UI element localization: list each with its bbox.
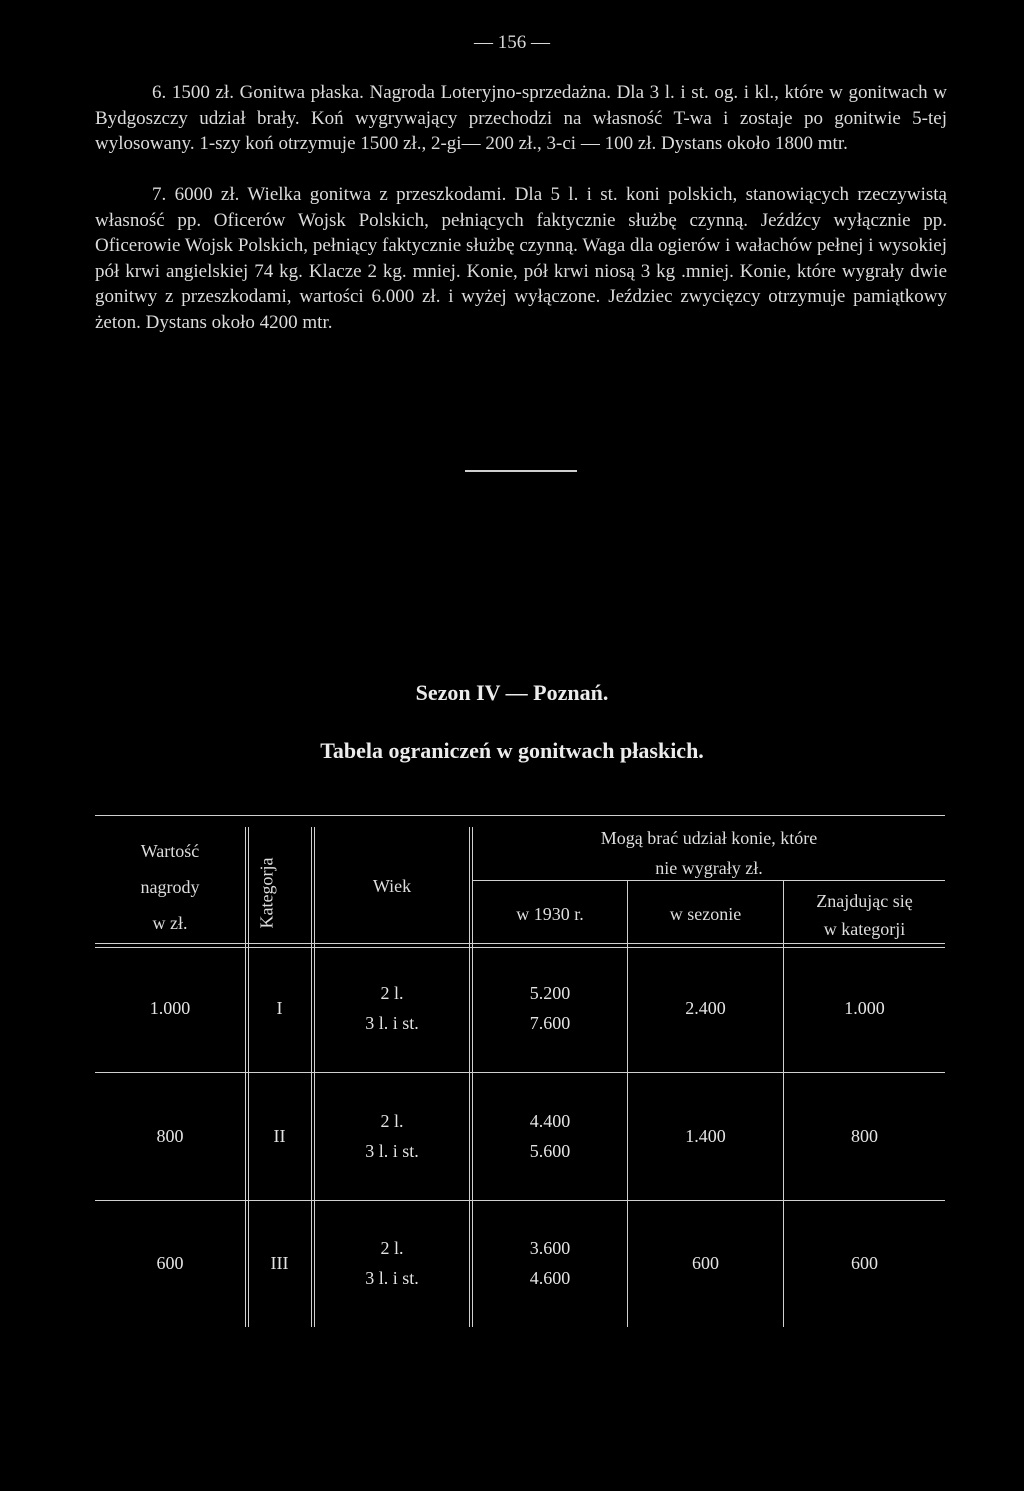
page-number: — 156 — xyxy=(474,32,550,53)
row2-w1930-1: 4.400 xyxy=(529,1111,571,1131)
header-rule xyxy=(95,943,945,944)
row3-wiek-1: 2 l. xyxy=(380,1238,404,1258)
row1-w1930-2: 7.600 xyxy=(529,1013,571,1033)
header-kategorji xyxy=(784,887,945,943)
header-wartosc-line1: Wartość xyxy=(140,841,200,861)
header-wiek: Wiek xyxy=(372,876,412,896)
row2-wartosc: 800 xyxy=(156,1126,184,1146)
row1-w1930-1: 5.200 xyxy=(529,983,571,1003)
row-rule-1 xyxy=(95,1072,945,1073)
row2-wiek-1: 2 l. xyxy=(380,1111,404,1131)
col-rule-3a xyxy=(469,827,470,1327)
row1-kategorji: 1.000 xyxy=(844,998,885,1018)
paragraph-race-6: 6. 1500 zł. Gonitwa płaska. Nagroda Loteryjno-sprzedażna. Dla 3 l. i st. og. i kl., które w gonitwach w Bydgoszczy udział brały. Koń wygrywający przechodzi na własność T-wa i zostaje po gonitwie 5-tej wylosowany. 1-szy koń otrzymuje 1500 zł., 2-gi— 200 zł., 3-ci — 100 zł. Dystans około 1800 mtr. xyxy=(95,82,947,155)
header-kategoria xyxy=(253,840,281,945)
header-wartosc-line3: w zł. xyxy=(152,913,188,933)
header-moga xyxy=(473,823,945,883)
col-rule-2a xyxy=(311,827,312,1327)
header-w1930: w 1930 r. xyxy=(516,904,584,924)
paragraph-race-7: 7. 6000 zł. Wielka gonitwa z przeszkodami. Dla 5 l. i st. koni polskich, stanowiących rzeczywistą własność pp. Oficerów Wojsk Polskich, pełniących faktycznie służbę czynną. Jeźdźcy wyłącznie pp. Oficerowie Wojsk Polskich, pełniący faktycznie służbę czynną. Waga dla ogierów i wałachów pełnej i wysokiej pół krwi angielskiej 74 kg. Klacze 2 kg. mniej. Konie, pół krwi niosą 3 kg .mniej. Konie, które wygrały dwie gonitwy z przeszkodami, wartości 6.000 zł. i wyżej wyłączone. Jeździec zwycięzcy otrzymuje pamiątkowy żeton. Dystans około 4200 mtr. xyxy=(95,184,947,333)
row1-wartosc: 1.000 xyxy=(149,998,191,1018)
row3-kategorji: 600 xyxy=(851,1253,878,1273)
table-title: Tabela ograniczeń w gonitwach płaskich. xyxy=(320,738,704,763)
row3-sezon: 600 xyxy=(692,1253,719,1273)
restrictions-table xyxy=(95,815,945,1327)
row1-sezon: 2.400 xyxy=(685,998,726,1018)
row1-wiek-2: 3 l. i st. xyxy=(365,1013,419,1033)
header-kategorji-line2: w kategorji xyxy=(823,919,906,939)
row3-wiek-2: 3 l. i st. xyxy=(365,1268,419,1288)
row3-w1930-1: 3.600 xyxy=(529,1238,571,1258)
header-wartosc-line2: nagrody xyxy=(140,877,200,897)
row3-wartosc: 600 xyxy=(156,1253,184,1273)
row-rule-2 xyxy=(95,1200,945,1201)
row2-sezon: 1.400 xyxy=(685,1126,726,1146)
row1-kategoria: I xyxy=(276,998,283,1018)
header-wartosc xyxy=(95,833,245,941)
header-kategoria-text: Kategorja xyxy=(256,857,277,928)
row2-kategorji: 800 xyxy=(851,1126,878,1146)
section-divider xyxy=(465,470,577,472)
col-rule-1b xyxy=(248,827,249,1327)
season-title: Sezon IV — Poznań. xyxy=(415,680,609,705)
table-top-rule xyxy=(95,815,945,816)
row1-wiek-1: 2 l. xyxy=(380,983,404,1003)
row3-kategoria: III xyxy=(270,1253,289,1273)
row2-w1930-2: 5.600 xyxy=(529,1141,571,1161)
row3-w1930-2: 4.600 xyxy=(529,1268,571,1288)
header-rule-double xyxy=(95,947,945,948)
row2-wiek-2: 3 l. i st. xyxy=(365,1141,419,1161)
header-moga-line1: Mogą brać udział konie, które xyxy=(600,828,818,848)
col-rule-1a xyxy=(245,827,246,1327)
header-kategorji-line1: Znajdując się xyxy=(816,891,913,911)
row2-kategoria: II xyxy=(273,1126,286,1146)
header-wsezonie: w sezonie xyxy=(669,904,742,924)
header-moga-line2: nie wygrały zł. xyxy=(655,858,763,878)
